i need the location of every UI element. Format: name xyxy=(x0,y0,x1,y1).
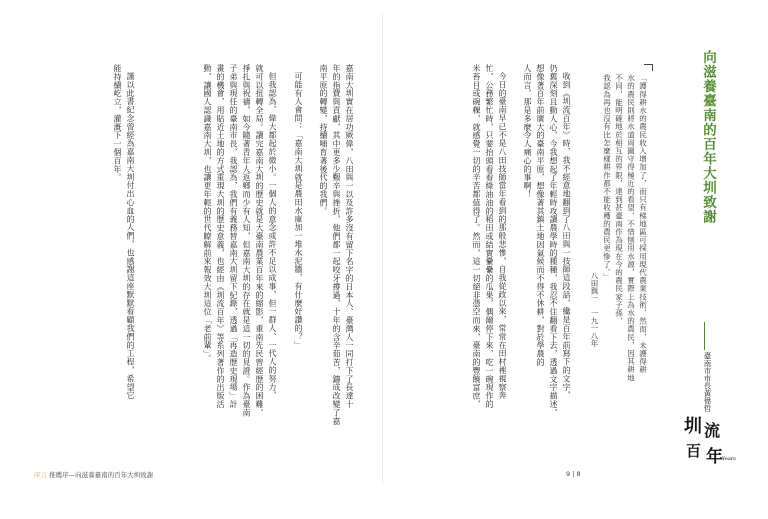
footer-title: 推薦序—向滋養臺南的百年大圳致謝 xyxy=(49,471,154,479)
article-title: 向滋養臺南的百年大圳致謝 xyxy=(700,50,716,224)
paragraph-line: 收到《圳流百年》時，我不經意地翻到了八田與一技師這段話，纔是百年前寫下的文字， xyxy=(562,72,571,400)
paragraph-line: 能持續屹立，灌溉下一個百年。 xyxy=(113,64,122,182)
quote-bracket xyxy=(644,64,653,71)
left-page xyxy=(20,14,383,484)
quote-line: 「護得耕水的農民收入增加了，而只有梯地區可採用現代農業技術，然而，未護得耕 xyxy=(638,74,648,374)
logo-char: 百 xyxy=(686,442,702,460)
paragraph-line: 想像著百年前廣大的臺南平原，想像著其鎮土地因氣候而不得不休耕，對於學農的 xyxy=(536,64,545,367)
logo-small: Years xyxy=(722,456,736,462)
paragraph-line: 動，讓國人認識嘉南大圳，也讓更年輕的世代瞭解前來報效大圳這位「老前輩」。 xyxy=(203,64,212,363)
paragraph-line: 南平原的轉變，持續哺育著後代的我們。 xyxy=(319,64,328,216)
logo-char: 年 xyxy=(706,447,723,467)
footer-section-label: 序言 xyxy=(34,471,47,479)
paragraph-line: 畫的機會，用貼近土地的方式重現大圳的歷史意義，也經由《圳流百年》等系列著作的出版活 xyxy=(216,64,225,409)
logo-char: 圳 xyxy=(684,416,702,437)
paragraph-line: 年的指費與貢獻，其中更多少艱辛與挫折，他們都一起咬牙撐過，十年的含辛茹苦，鑄成改變了嘉 xyxy=(332,64,341,426)
quote-line: 不同，能明確地於相互的界限，達到甚臺南作為現在今的農民家子孫， xyxy=(614,74,624,326)
paragraph-line: 米苔目或碗粿，就感覺一切的辛苦都值得了。然而，這一切絕非憑空而來，臺南的豐饒富庶， xyxy=(472,64,481,409)
paragraph-line: 掙扎與祝禱，如今隨著青年人返鄉而少有人知，但嘉南大圳的存在就是這一切的見證。作為臺南 xyxy=(242,64,251,417)
book-logo xyxy=(682,412,738,468)
author-divider xyxy=(704,322,705,350)
paragraph-line: 仍舊深刻且動人心，今我想起了年輕時攻讀農學時的種種，我忍不住翻看下去，透過文字描述， xyxy=(549,64,558,417)
quote-line: 水的農民則將水道周圍守得極近的看望，不惜刨用水源，實際上為水的農民，因其耕地 xyxy=(626,74,636,382)
paragraph-line: 但我認為，偉大都起於微小。一個人的意念或許不足以成事，但一群人、一代人的努力， xyxy=(268,72,277,400)
page-numbers: 9 | 8 xyxy=(566,470,581,478)
footer-running-title xyxy=(34,470,153,479)
paragraph-line: 忙，公務繁忙時，只要抬頭看看綠油油的稻田或結實纍纍的瓜果，偶爾停下來，吃一碗現作的 xyxy=(485,64,494,409)
paragraph-line: 就可以扭轉全局。讀完嘉南大圳的歷史就是大臺南農業百年來的縮影，重南先民曾經歷的困難、 xyxy=(255,64,264,417)
paragraph-line: 嘉南大圳實在居功厥偉，八田與一以及許多沒有留下名字的日本人、臺灣人一同打下了長達十 xyxy=(345,64,354,409)
paragraph-line: 子弟與現任的臺南市長，我認為，我們有義務替嘉南大圳留下紀錄，透過「再造歷史現場」計 xyxy=(229,64,238,409)
quote-signoff: 八田與一 一九一八年 xyxy=(590,272,599,347)
paragraph-line: 人而言，那是多麼令人痛心的事啊！ xyxy=(523,64,532,199)
paragraph-line: 謹以此書紀念曾經為嘉南大圳付出心血的人們，也感謝這座默默看顧我們的工程，希望它 xyxy=(126,72,135,400)
paragraph-line: 可能有人會問：「嘉南大圳就是農田水庫加一堆水泥牆，有什麼好讚的？」 xyxy=(294,72,303,350)
paragraph-line: 今日的臺南早已不是八田技師當年看到的那般悲慘，自我從政以來，常常在田村裡視察奔 xyxy=(498,72,507,400)
author-name: 臺南市市長黃偉哲 xyxy=(703,352,712,412)
logo-char: 流 xyxy=(704,421,721,440)
quote-line: 我認為再也沒有比怎麼樣耕作都不能收穫的農民更慘了。」 xyxy=(602,74,612,281)
